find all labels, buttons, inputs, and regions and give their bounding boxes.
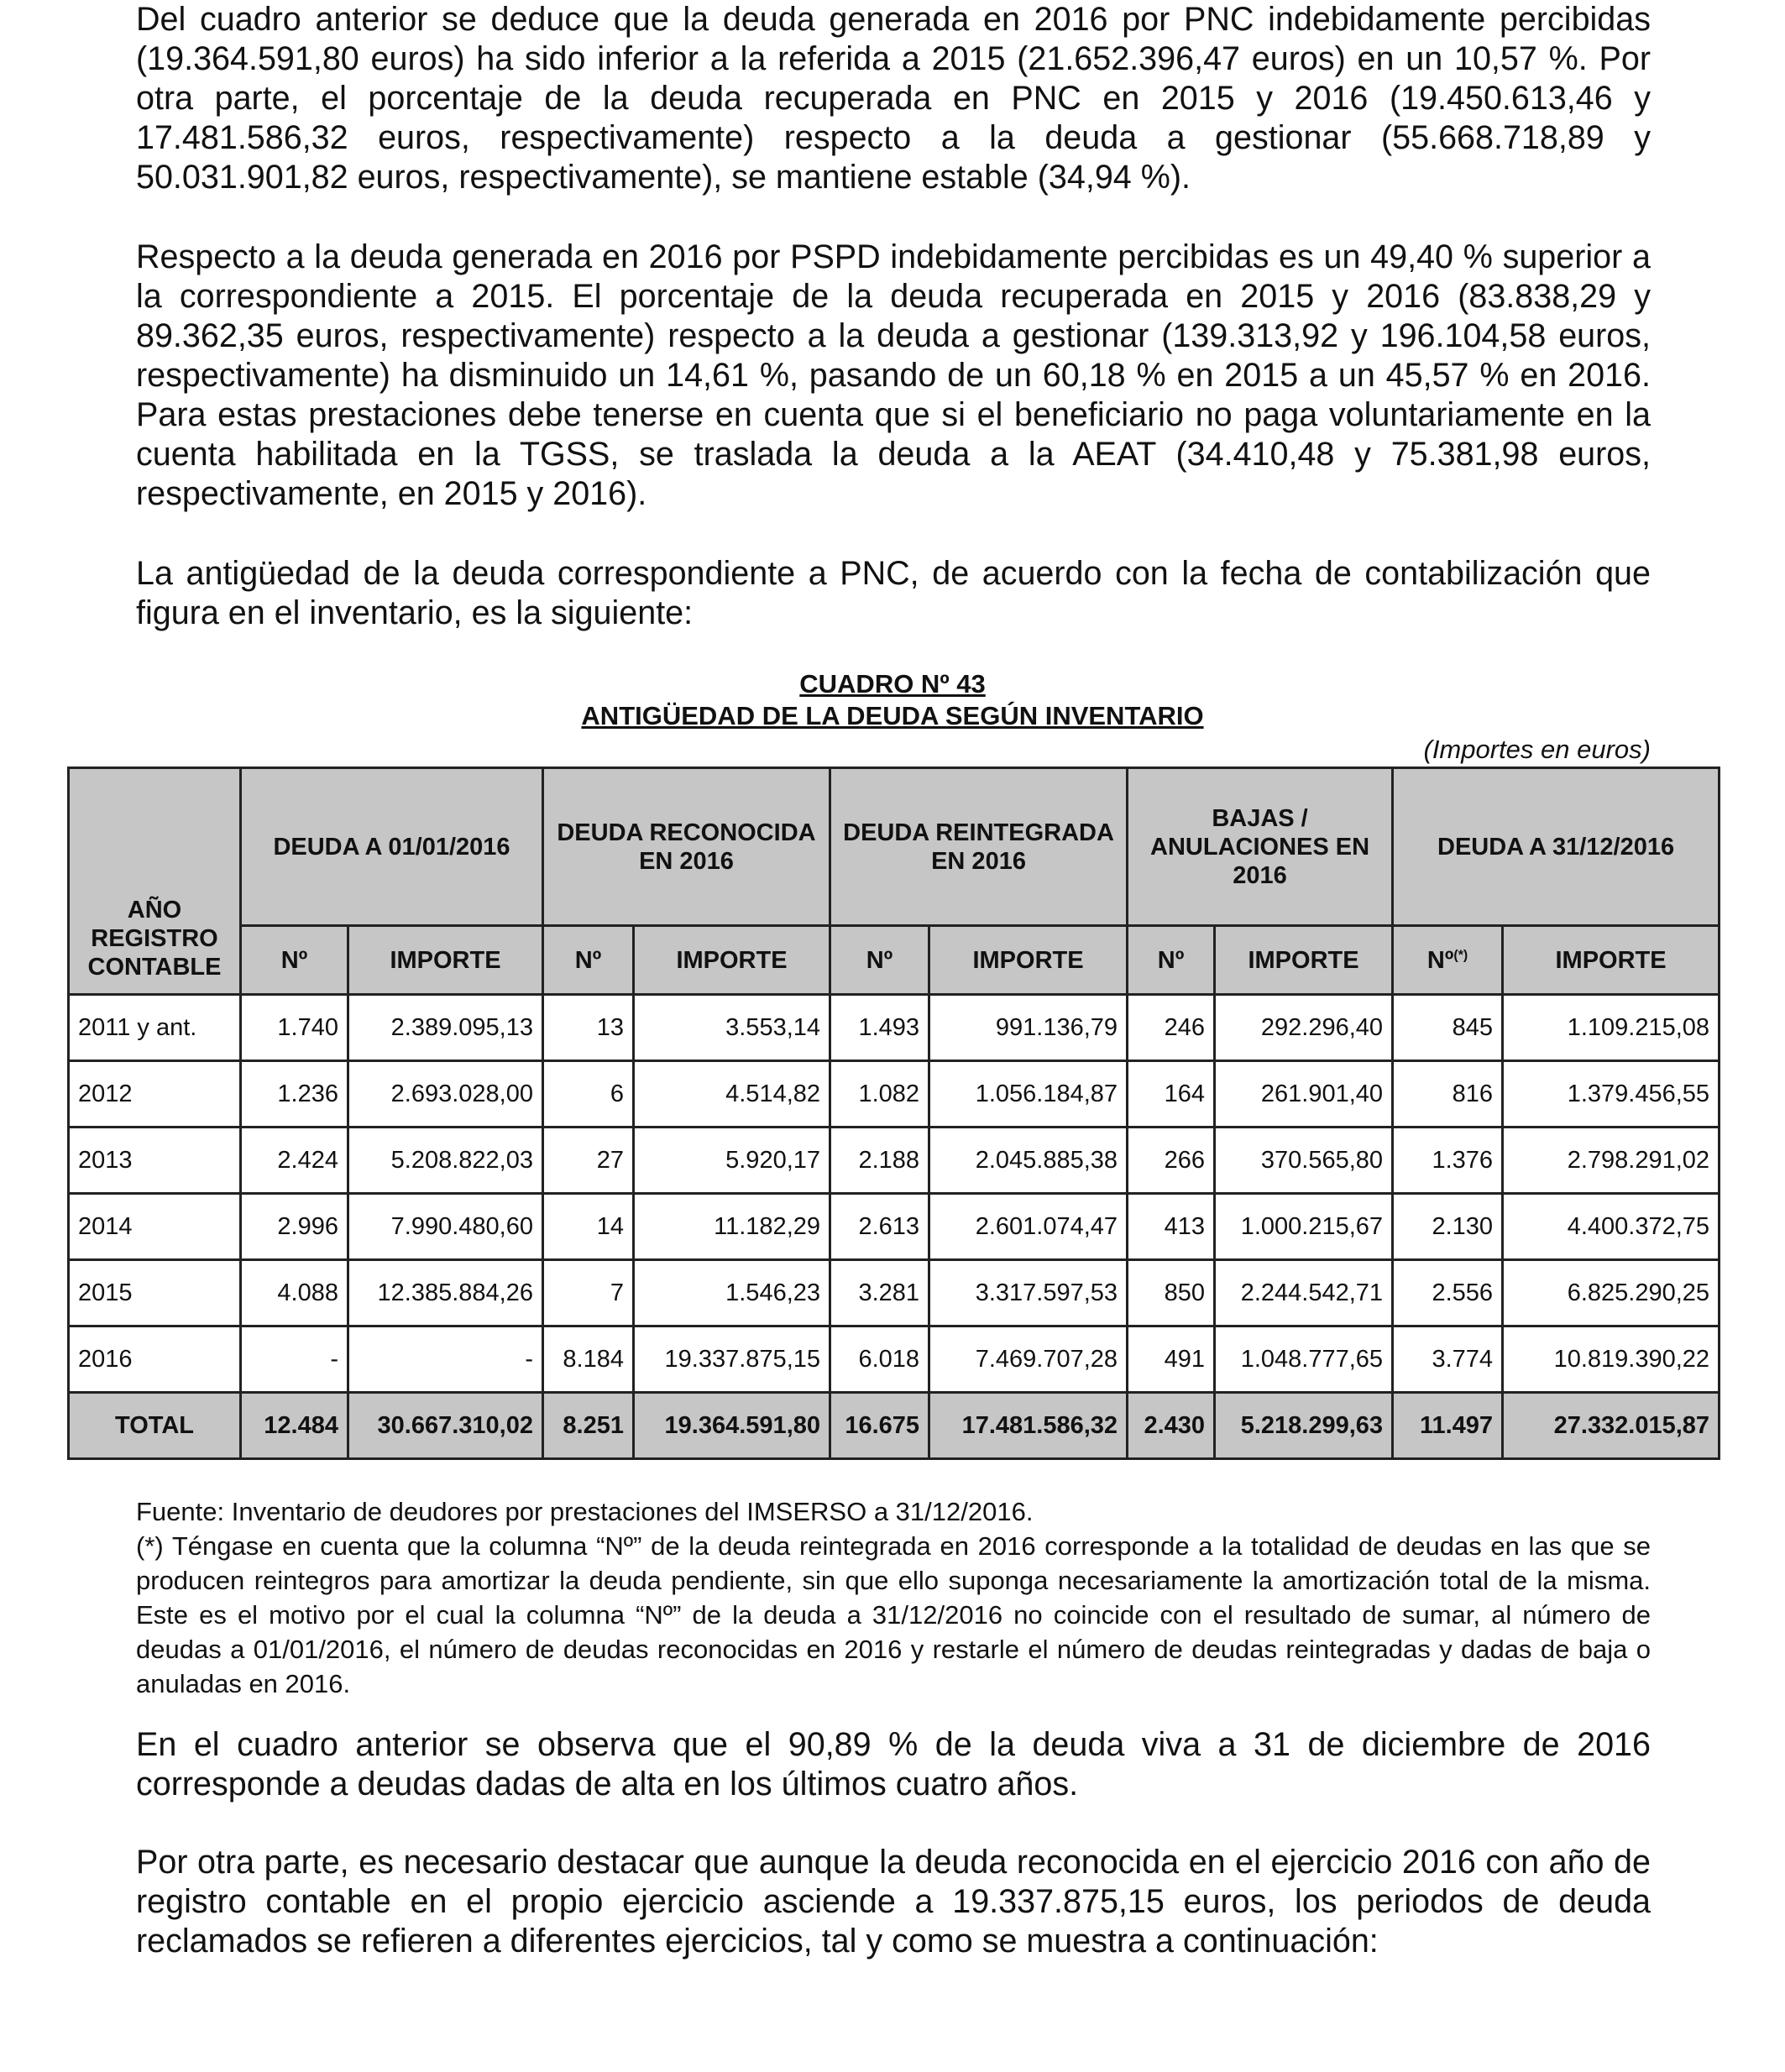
subheader-amount: IMPORTE xyxy=(634,926,830,995)
subheader-num-text: Nº xyxy=(1426,946,1454,974)
table-cell: 7.990.480,60 xyxy=(348,1194,543,1260)
table-cell: 19.337.875,15 xyxy=(634,1326,830,1393)
paragraph-pspd-debt: Respecto a la deuda generada en 2016 por PSPD indebidamente percibidas es un 49,40 % superior a la correspondiente a 2015. El porcentaje de la deuda recuperada en 2015 y 2016 (83.838,29 y 89.362,35 euros, respectivamente) respecto a la deuda a gestionar (139.313,92 y 196.104,58 euros, respectivamente) ha disminuido un 14,61 %, pasando de un 60,18 % en 2015 a un 45,57 % en 2016. Para estas prestaciones debe tenerse en cuenta que si el beneficiario no paga voluntariamente en la cuenta habilitada en la TGSS, se traslada la deuda a la AEAT (34.410,48 y 75.381,98 euros, respectivamente, en 2015 y 2016). xyxy=(136,238,1651,512)
table-cell: 1.546,23 xyxy=(634,1260,830,1326)
table-cell: 11.497 xyxy=(1393,1393,1503,1459)
table-cell: 11.182,29 xyxy=(634,1194,830,1260)
table-cell: 2.693.028,00 xyxy=(348,1061,543,1128)
table-row xyxy=(69,1061,1720,1128)
table-source: Fuente: Inventario de deudores por prestaciones del IMSERSO a 31/12/2016. xyxy=(136,1497,1034,1526)
table-caption-title: ANTIGÜEDAD DE LA DEUDA SEGÚN INVENTARIO xyxy=(581,701,1204,730)
table-cell: 1.740 xyxy=(241,995,348,1061)
table-cell: 261.901,40 xyxy=(1215,1061,1393,1128)
table-cell: 164 xyxy=(1128,1061,1215,1128)
table-row xyxy=(69,1194,1720,1260)
subheader-amount: IMPORTE xyxy=(348,926,543,995)
table-cell: 1.376 xyxy=(1393,1128,1503,1194)
paragraph-pnc-debt: Del cuadro anterior se deduce que la deuda generada en 2016 por PNC indebidamente percibidas (19.364.591,80 euros) ha sido inferior a la referida a 2015 (21.652.396,47 euros) en un 10,57 %. Por otra parte, el porcentaje de la deuda recuperada en PNC en 2015 y 2016 (19.450.613,46 y 17.481.586,32 euros, respectivamente) respecto a la deuda a gestionar (55.668.718,89 y 50.031.901,82 euros, respectivamente), se mantiene estable (34,94 %). xyxy=(136,1,1651,196)
table-row xyxy=(69,1128,1720,1194)
table-cell: 2.244.542,71 xyxy=(1215,1260,1393,1326)
subheader-amount: IMPORTE xyxy=(929,926,1128,995)
table-cell: 8.251 xyxy=(543,1393,634,1459)
table-cell: 1.000.215,67 xyxy=(1215,1194,1393,1260)
table-cell: 246 xyxy=(1128,995,1215,1061)
row-year: 2016 xyxy=(69,1326,241,1393)
table-row xyxy=(69,995,1720,1061)
table-cell: 1.048.777,65 xyxy=(1215,1326,1393,1393)
table-cell: 12.385.884,26 xyxy=(348,1260,543,1326)
row-year: 2014 xyxy=(69,1194,241,1260)
table-cell: 6.018 xyxy=(830,1326,929,1393)
table-cell: 5.208.822,03 xyxy=(348,1128,543,1194)
table-cell: 413 xyxy=(1128,1194,1215,1260)
debt-age-table xyxy=(67,767,1720,1460)
table-cell: 991.136,79 xyxy=(929,995,1128,1061)
subheader-amount: IMPORTE xyxy=(1215,926,1393,995)
header-write-offs: BAJAS / ANULACIONES EN 2016 xyxy=(1128,768,1393,926)
table-caption-number: CUADRO Nº 43 xyxy=(799,669,986,699)
table-cell: 266 xyxy=(1128,1128,1215,1194)
table-units-note: (Importes en euros) xyxy=(1423,735,1651,764)
table-cell: 1.082 xyxy=(830,1061,929,1128)
table-cell: 16.675 xyxy=(830,1393,929,1459)
paragraph-debt-concentration: En el cuadro anterior se observa que el 90,89 % de la deuda viva a 31 de diciembre de 2016 corresponde a deudas dadas de alta en los últimos cuatro años. xyxy=(136,1726,1651,1803)
table-cell: 6.825.290,25 xyxy=(1503,1260,1720,1326)
table-row xyxy=(69,1326,1720,1393)
table-cell: 1.236 xyxy=(241,1061,348,1128)
header-debt-recognized: DEUDA RECONOCIDA EN 2016 xyxy=(543,768,830,926)
subheader-num: Nº xyxy=(1128,926,1215,995)
table-cell: 3.774 xyxy=(1393,1326,1503,1393)
header-debt-start: DEUDA A 01/01/2016 xyxy=(241,768,543,926)
table-cell: 2.430 xyxy=(1128,1393,1215,1459)
table-cell: 12.484 xyxy=(241,1393,348,1459)
table-cell: 370.565,80 xyxy=(1215,1128,1393,1194)
table-cell: 3.281 xyxy=(830,1260,929,1326)
table-cell: 27.332.015,87 xyxy=(1503,1393,1720,1459)
total-label: TOTAL xyxy=(69,1393,241,1459)
subheader-amount: IMPORTE xyxy=(1503,926,1720,995)
table-cell: 13 xyxy=(543,995,634,1061)
table-row xyxy=(69,1260,1720,1326)
table-cell: 1.379.456,55 xyxy=(1503,1061,1720,1128)
paragraph-recognized-debt-periods: Por otra parte, es necesario destacar que aunque la deuda reconocida en el ejercicio 2016 con año de registro contable en el propio ejercicio asciende a 19.337.875,15 euros, los periodos de deuda reclamados se refieren a diferentes ejercicios, tal y como se muestra a continuación: xyxy=(136,1844,1651,1960)
table-cell: 5.920,17 xyxy=(634,1128,830,1194)
table-cell: 850 xyxy=(1128,1260,1215,1326)
header-year: AÑO REGISTRO CONTABLE xyxy=(69,768,241,995)
table-header-row xyxy=(69,768,1720,926)
table-cell: 2.045.885,38 xyxy=(929,1128,1128,1194)
row-year: 2011 y ant. xyxy=(69,995,241,1061)
row-year: 2015 xyxy=(69,1260,241,1326)
table-cell: 845 xyxy=(1393,995,1503,1061)
table-cell: 7.469.707,28 xyxy=(929,1326,1128,1393)
paragraph-debt-age-intro: La antigüedad de la deuda correspondiente a PNC, de acuerdo con la fecha de contabilización que figura en el inventario, es la siguiente: xyxy=(136,555,1651,631)
table-cell: 4.514,82 xyxy=(634,1061,830,1128)
table-body xyxy=(69,995,1720,1459)
table-cell: 8.184 xyxy=(543,1326,634,1393)
table-subheader-row xyxy=(69,926,1720,995)
table-cell: 27 xyxy=(543,1128,634,1194)
table-cell: 2.613 xyxy=(830,1194,929,1260)
table-cell: 2.389.095,13 xyxy=(348,995,543,1061)
table-cell: 491 xyxy=(1128,1326,1215,1393)
table-cell: 17.481.586,32 xyxy=(929,1393,1128,1459)
footnote-mark: (*) xyxy=(1453,947,1468,962)
table-cell: 2.556 xyxy=(1393,1260,1503,1326)
table-cell: 2.798.291,02 xyxy=(1503,1128,1720,1194)
subheader-num: Nº xyxy=(241,926,348,995)
table-cell: - xyxy=(348,1326,543,1393)
table-cell: 2.996 xyxy=(241,1194,348,1260)
table-cell: 19.364.591,80 xyxy=(634,1393,830,1459)
table-cell: 4.088 xyxy=(241,1260,348,1326)
table-cell: 816 xyxy=(1393,1061,1503,1128)
table-total-row xyxy=(69,1393,1720,1459)
header-debt-end: DEUDA A 31/12/2016 xyxy=(1393,768,1720,926)
table-cell: 1.493 xyxy=(830,995,929,1061)
row-year: 2013 xyxy=(69,1128,241,1194)
table-cell: 14 xyxy=(543,1194,634,1260)
table-cell: 1.109.215,08 xyxy=(1503,995,1720,1061)
subheader-num: Nº xyxy=(543,926,634,995)
header-debt-repaid: DEUDA REINTEGRADA EN 2016 xyxy=(830,768,1128,926)
subheader-num: Nº xyxy=(830,926,929,995)
table-cell: 5.218.299,63 xyxy=(1215,1393,1393,1459)
table-cell: 30.667.310,02 xyxy=(348,1393,543,1459)
table-cell: 2.601.074,47 xyxy=(929,1194,1128,1260)
table-notes xyxy=(136,1494,1651,1701)
table-cell: 2.130 xyxy=(1393,1194,1503,1260)
table-cell: 292.296,40 xyxy=(1215,995,1393,1061)
table-cell: 6 xyxy=(543,1061,634,1128)
table-cell: - xyxy=(241,1326,348,1393)
table-cell: 3.317.597,53 xyxy=(929,1260,1128,1326)
table-cell: 2.188 xyxy=(830,1128,929,1194)
row-year: 2012 xyxy=(69,1061,241,1128)
table-footnote: (*) Téngase en cuenta que la columna “Nº” de la deuda reintegrada en 2016 corresponde a la totalidad de deudas en las que se producen reintegros para amortizar la deuda pendiente, sin que ello suponga necesariamente la amortización total de la misma. Este es el motivo por el cual la columna “Nº” de la deuda a 31/12/2016 no coincide con el resultado de sumar, al número de deudas a 01/01/2016, el número de deudas reconocidas en 2016 y restarle el número de deudas reintegradas y dadas de baja o anuladas en 2016. xyxy=(136,1531,1651,1698)
table-cell: 3.553,14 xyxy=(634,995,830,1061)
table-cell: 2.424 xyxy=(241,1128,348,1194)
table-cell: 7 xyxy=(543,1260,634,1326)
subheader-num-footnoted xyxy=(1393,926,1503,995)
table-cell: 4.400.372,75 xyxy=(1503,1194,1720,1260)
table-cell: 1.056.184,87 xyxy=(929,1061,1128,1128)
table-cell: 10.819.390,22 xyxy=(1503,1326,1720,1393)
